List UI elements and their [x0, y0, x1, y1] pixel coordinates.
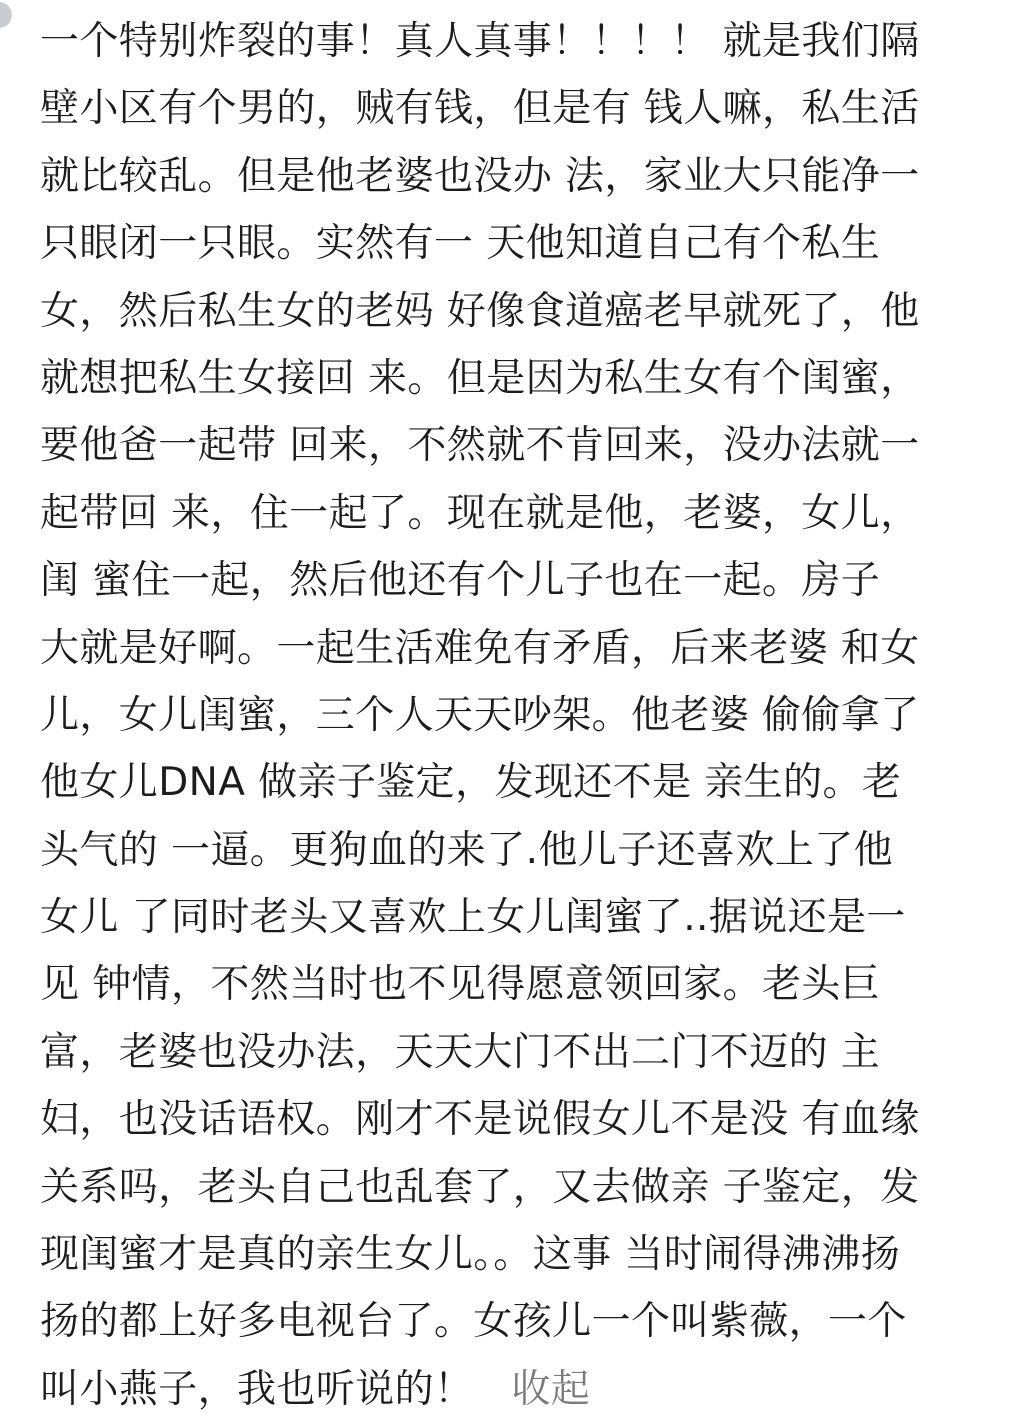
collapse-link[interactable]: 收起 — [511, 1366, 591, 1412]
post-text-line: 闺 蜜住一起，然后他还有个儿子也在一起。房子 — [40, 558, 881, 604]
post-text-line: 富，老婆也没办法，天天大门不出二门不迈的 主 — [40, 1029, 881, 1075]
post-text-line: 要他爸一起带 回来，不然就不肯回来，没办法就一 — [40, 423, 920, 469]
avatar — [0, 2, 12, 28]
post-text-line: 女，然后私生女的老妈 好像食道癌老早就死了，他 — [40, 288, 920, 334]
post-text-line: 就比较乱。但是他老婆也没办 法，家业大只能净一 — [40, 153, 920, 199]
post-text-line: 妇，也没话语权。刚才不是说假女儿不是没 有血缘 — [40, 1097, 920, 1143]
post-text-line: 只眼闭一只眼。实然有一 天他知道自己有个私生 — [40, 221, 881, 267]
post-body — [40, 8, 1000, 1423]
post-text-line: 见 钟情，不然当时也不见得愿意领回家。老头巨 — [40, 962, 881, 1008]
post-text-line: 一个特别炸裂的事！真人真事！！！！ 就是我们隔 — [40, 19, 920, 64]
post-last-line — [40, 1356, 1000, 1423]
post-text-line: 女儿 了同时老头又喜欢上女儿闺蜜了..据说还是一 — [40, 895, 906, 941]
post-text-line: 关系吗，老头自己也乱套了，又去做亲 子鉴定，发 — [40, 1164, 920, 1210]
post-text-line: 起带回 来，住一起了。现在就是他，老婆，女儿， — [40, 490, 920, 536]
post-text-line: 他女儿DNA 做亲子鉴定，发现还不是 亲生的。老 — [40, 760, 902, 806]
post-text-line: 现闺蜜才是真的亲生女儿。。这事 当时闹得沸沸扬 — [40, 1232, 901, 1278]
post-text-line: 扬的都上好多电视台了。女孩儿一个叫紫薇，一个 — [40, 1299, 907, 1345]
post-text-line: 壁小区有个男的，贼有钱，但是有 钱人嘛，私生活 — [40, 86, 920, 132]
post-text-line: 就想把私生女接回 来。但是因为私生女有个闺蜜， — [40, 355, 920, 401]
post-text-line: 儿，女儿闺蜜，三个人天天吵架。他老婆 偷偷拿了 — [40, 692, 920, 738]
post-text-line: 大就是好啊。一起生活难免有矛盾，后来老婆 和女 — [40, 625, 920, 671]
post-text-line: 头气的 一逼。更狗血的来了.他儿子还喜欢上了他 — [40, 827, 893, 873]
post-text-line: 叫小燕子，我也听说的！ — [40, 1366, 474, 1412]
